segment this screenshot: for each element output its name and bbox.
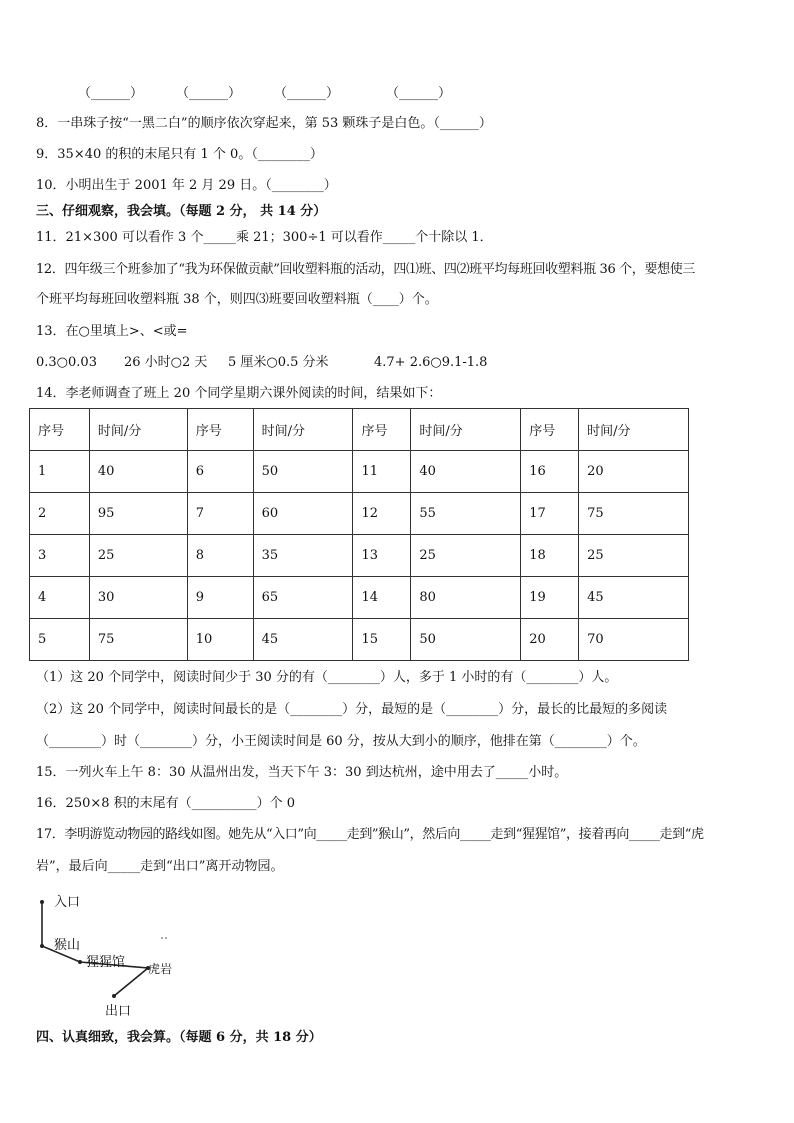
header-cell: 序号 bbox=[353, 409, 411, 451]
monkey-hill-dot bbox=[40, 944, 44, 948]
tiger-rock-label: 虎岩 bbox=[148, 962, 173, 976]
compare-item: 5 厘米○0.5 分米 bbox=[228, 355, 329, 370]
question-12-line-2: 个班平均每班回收塑料瓶 38 个，则四⑶班要回收塑料瓶（____）个。 bbox=[36, 292, 438, 307]
table-cell: 70 bbox=[579, 619, 689, 661]
answer-blank[interactable]: （______） bbox=[274, 86, 340, 101]
entrance-label: 入口 bbox=[54, 895, 81, 910]
table-cell: 15 bbox=[353, 619, 411, 661]
question-17-line-2: 岩”，最后向_____走到“出口”离开动物园。 bbox=[36, 859, 284, 874]
table-cell: 95 bbox=[89, 493, 187, 535]
compare-item: 26 小时○2 天 bbox=[124, 355, 208, 370]
question-14-part-2-line-1: （2）这 20 个同学中，阅读时间最长的是（________）分，最短的是（________）分，最长的比最短的多阅读 bbox=[36, 702, 668, 717]
question-16: 16．250×8 积的末尾有（__________）个 0 bbox=[36, 796, 296, 811]
table-cell: 18 bbox=[521, 535, 579, 577]
compare-item: 0.3○0.03 bbox=[36, 355, 97, 370]
table-cell: 19 bbox=[521, 577, 579, 619]
question-9: 9．35×40 的积的末尾只有 1 个 0。（________） bbox=[36, 147, 323, 162]
exit-label: 出口 bbox=[105, 1004, 132, 1019]
question-14: 14．李老师调查了班上 20 个同学星期六课外阅读的时间，结果如下： bbox=[36, 386, 442, 401]
table-cell: 75 bbox=[89, 619, 187, 661]
table-cell: 35 bbox=[253, 535, 353, 577]
table-cell: 40 bbox=[89, 451, 187, 493]
monkey-hill-label: 猴山 bbox=[54, 938, 81, 953]
stray-dot bbox=[161, 937, 163, 939]
table-cell: 16 bbox=[521, 451, 579, 493]
table-cell: 60 bbox=[253, 493, 353, 535]
table-cell: 8 bbox=[187, 535, 253, 577]
table-cell: 7 bbox=[187, 493, 253, 535]
reading-time-table bbox=[29, 408, 689, 661]
question-14-part-2-line-2: （________）时（________）分，小王阅读时间是 60 分，按从大到小的顺序，他排在第（________）个。 bbox=[36, 734, 646, 749]
section-3-heading: 三、仔细观察，我会填。（每题 2 分， 共 14 分） bbox=[36, 204, 327, 219]
table-cell: 30 bbox=[89, 577, 187, 619]
table-cell: 45 bbox=[579, 577, 689, 619]
zoo-route-map bbox=[30, 888, 230, 1023]
table-cell: 11 bbox=[353, 451, 411, 493]
answer-blank[interactable]: （______） bbox=[176, 86, 242, 101]
header-cell: 序号 bbox=[521, 409, 579, 451]
gorilla-house-label: 猩猩馆 bbox=[86, 955, 126, 970]
gorilla-house-dot bbox=[78, 960, 82, 964]
question-8: 8．一串珠子按“一黑二白”的顺序依次穿起来，第 53 颗珠子是白色。（______） bbox=[36, 116, 492, 131]
question-11: 11．21×300 可以看作 3 个_____乘 21；300÷1 可以看作_____个十除以 1． bbox=[36, 230, 493, 245]
compare-item: 4.7+ 2.6○9.1-1.8 bbox=[374, 355, 488, 370]
table-cell: 25 bbox=[579, 535, 689, 577]
header-cell: 时间/分 bbox=[411, 409, 521, 451]
question-10: 10．小明出生于 2001 年 2 月 29 日。（________） bbox=[36, 178, 337, 193]
question-13: 13．在○里填上>、<或= bbox=[36, 324, 188, 339]
previous-question-blanks bbox=[0, 82, 794, 100]
table-cell: 5 bbox=[30, 619, 90, 661]
table-cell: 80 bbox=[411, 577, 521, 619]
header-cell: 序号 bbox=[187, 409, 253, 451]
table-cell: 4 bbox=[30, 577, 90, 619]
table-row bbox=[30, 577, 689, 619]
question-14-part-1: （1）这 20 个同学中，阅读时间少于 30 分的有（________）人，多于 1 小时的有（________）人。 bbox=[36, 670, 618, 685]
entrance-dot bbox=[40, 900, 44, 904]
header-cell: 时间/分 bbox=[253, 409, 353, 451]
table-cell: 55 bbox=[411, 493, 521, 535]
table-cell: 45 bbox=[253, 619, 353, 661]
table-cell: 12 bbox=[353, 493, 411, 535]
stray-dot bbox=[165, 937, 167, 939]
table-cell: 40 bbox=[411, 451, 521, 493]
table-cell: 20 bbox=[521, 619, 579, 661]
table-cell: 25 bbox=[89, 535, 187, 577]
table-row bbox=[30, 535, 689, 577]
table-cell: 25 bbox=[411, 535, 521, 577]
table-cell: 65 bbox=[253, 577, 353, 619]
header-cell: 时间/分 bbox=[89, 409, 187, 451]
table-cell: 20 bbox=[579, 451, 689, 493]
table-cell: 9 bbox=[187, 577, 253, 619]
table-cell: 13 bbox=[353, 535, 411, 577]
question-17-line-1: 17．李明游览动物园的路线如图。她先从“入口”向_____走到”猴山”，然后向_____走到“猩猩馆”，接着再向_____走到“虎 bbox=[36, 827, 704, 842]
table-cell: 50 bbox=[411, 619, 521, 661]
table-cell: 75 bbox=[579, 493, 689, 535]
table-cell: 14 bbox=[353, 577, 411, 619]
table-row bbox=[30, 619, 689, 661]
header-cell: 序号 bbox=[30, 409, 90, 451]
answer-blank[interactable]: （______） bbox=[78, 86, 144, 101]
answer-blank[interactable]: （______） bbox=[386, 86, 452, 101]
table-cell: 6 bbox=[187, 451, 253, 493]
question-15: 15．一列火车上午 8：30 从温州出发，当天下午 3：30 到达杭州，途中用去了_____小时。 bbox=[36, 765, 568, 780]
exit-dot bbox=[112, 994, 116, 998]
table-cell: 1 bbox=[30, 451, 90, 493]
table-row bbox=[30, 493, 689, 535]
table-cell: 2 bbox=[30, 493, 90, 535]
table-cell: 3 bbox=[30, 535, 90, 577]
table-row bbox=[30, 451, 689, 493]
header-cell: 时间/分 bbox=[579, 409, 689, 451]
table-cell: 10 bbox=[187, 619, 253, 661]
table-cell: 50 bbox=[253, 451, 353, 493]
table-header-row bbox=[30, 409, 689, 451]
section-4-heading: 四、认真细致，我会算。（每题 6 分，共 18 分） bbox=[36, 1030, 322, 1045]
table-cell: 17 bbox=[521, 493, 579, 535]
question-12-line-1: 12．四年级三个班参加了“我为环保做贡献”回收塑料瓶的活动，四⑴班、四⑵班平均每班回收塑料瓶 36 个，要想使三 bbox=[36, 262, 696, 277]
